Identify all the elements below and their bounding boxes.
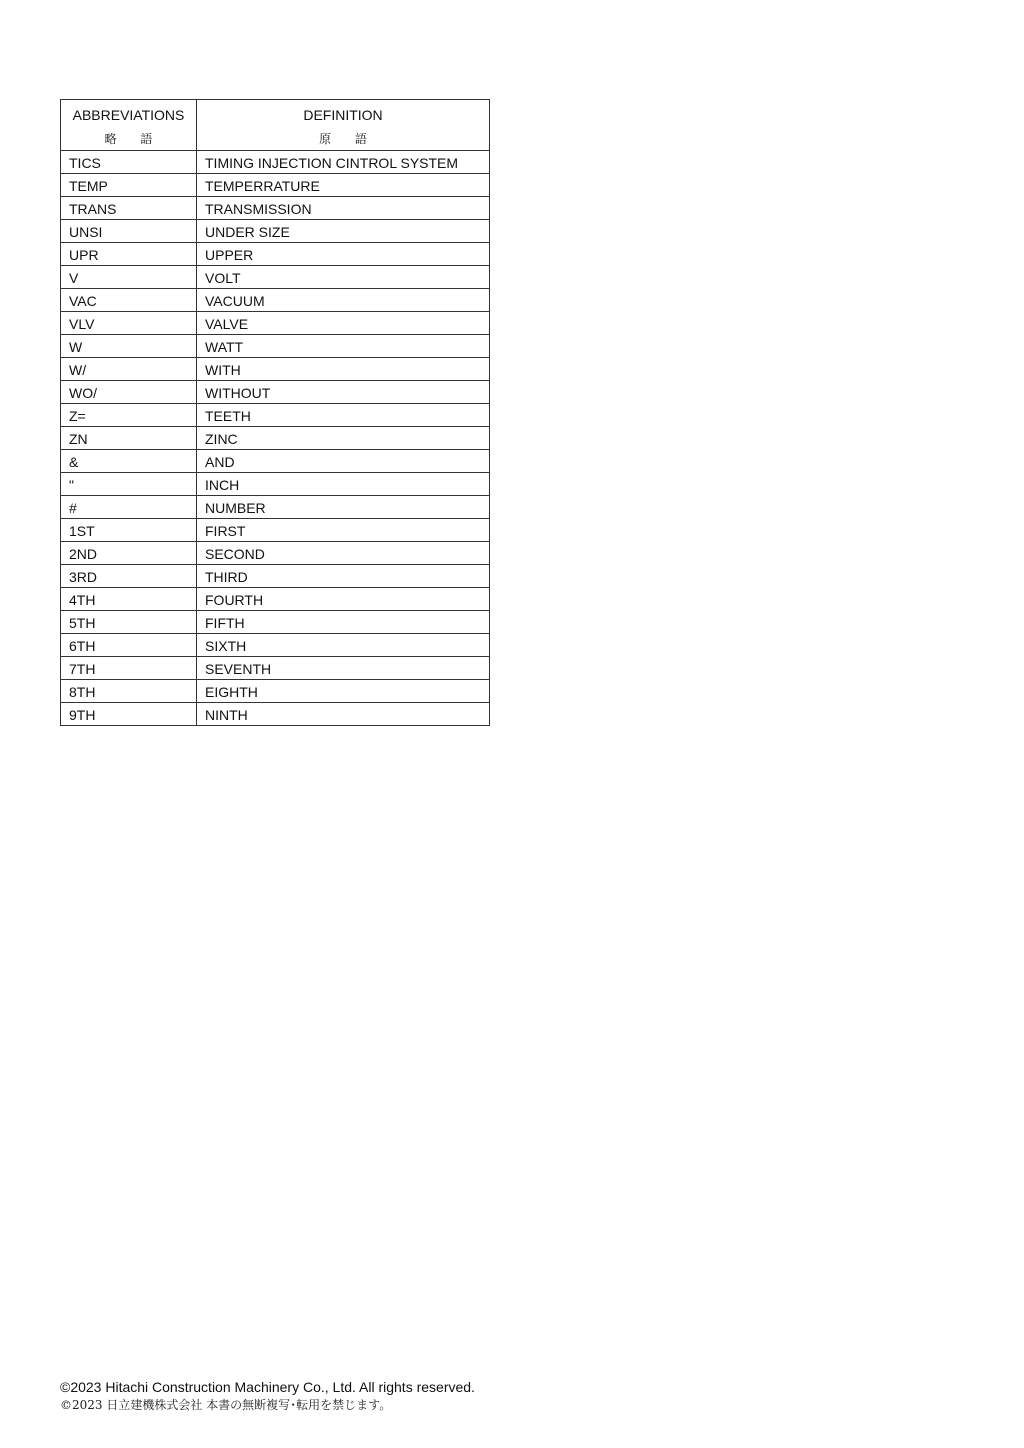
abbreviation-cell: 5TH: [61, 611, 197, 634]
definition-cell: WATT: [197, 335, 490, 358]
table-row: [61, 611, 490, 634]
abbreviation-cell: #: [61, 496, 197, 519]
abbreviation-cell: 8TH: [61, 680, 197, 703]
definition-cell: FIRST: [197, 519, 490, 542]
table-row: [61, 703, 490, 726]
abbreviation-cell: W: [61, 335, 197, 358]
abbreviations-header-ja: 略 語: [104, 131, 163, 146]
table-row: [61, 496, 490, 519]
abbreviation-cell: W/: [61, 358, 197, 381]
table-row: [61, 657, 490, 680]
abbreviations-header-en: ABBREVIATIONS: [72, 106, 185, 123]
abbreviation-cell: VLV: [61, 312, 197, 335]
definition-cell: INCH: [197, 473, 490, 496]
abbreviation-cell: WO/: [61, 381, 197, 404]
header-row: [61, 100, 490, 151]
definition-cell: UPPER: [197, 243, 490, 266]
definition-header: [197, 100, 490, 151]
abbreviation-cell: 3RD: [61, 565, 197, 588]
abbreviation-cell: Z=: [61, 404, 197, 427]
table-row: [61, 243, 490, 266]
table-row: [61, 473, 490, 496]
table-row: [61, 680, 490, 703]
abbreviation-cell: 7TH: [61, 657, 197, 680]
definition-cell: WITH: [197, 358, 490, 381]
definition-cell: FOURTH: [197, 588, 490, 611]
table-row: [61, 427, 490, 450]
abbreviation-cell: 2ND: [61, 542, 197, 565]
definition-cell: AND: [197, 450, 490, 473]
definition-cell: EIGHTH: [197, 680, 490, 703]
table-row: [61, 542, 490, 565]
table-row: [61, 565, 490, 588]
table-row: [61, 220, 490, 243]
definition-cell: VALVE: [197, 312, 490, 335]
definition-cell: TEMPERRATURE: [197, 174, 490, 197]
table-row: [61, 381, 490, 404]
copyright-en: ©2023 Hitachi Construction Machinery Co., Ltd. All rights reserved.: [60, 1379, 475, 1395]
abbreviation-cell: 9TH: [61, 703, 197, 726]
definition-cell: VOLT: [197, 266, 490, 289]
abbreviations-table: [60, 99, 490, 726]
table-row: [61, 358, 490, 381]
definition-cell: NUMBER: [197, 496, 490, 519]
abbreviation-cell: &: [61, 450, 197, 473]
table-body: [61, 151, 490, 726]
table-row: [61, 266, 490, 289]
definition-cell: UNDER SIZE: [197, 220, 490, 243]
definition-cell: WITHOUT: [197, 381, 490, 404]
definition-cell: TIMING INJECTION CINTROL SYSTEM: [197, 151, 490, 174]
table-row: [61, 634, 490, 657]
definition-cell: SEVENTH: [197, 657, 490, 680]
table-row: [61, 151, 490, 174]
table-row: [61, 404, 490, 427]
table-row: [61, 519, 490, 542]
abbreviation-cell: TRANS: [61, 197, 197, 220]
abbreviation-cell: ZN: [61, 427, 197, 450]
table-row: [61, 174, 490, 197]
abbreviations-header: [61, 100, 197, 151]
abbreviation-cell: 1ST: [61, 519, 197, 542]
table-row: [61, 312, 490, 335]
abbreviation-cell: ": [61, 473, 197, 496]
abbreviation-cell: TEMP: [61, 174, 197, 197]
definition-header-en: DEFINITION: [303, 106, 383, 123]
abbreviation-cell: 6TH: [61, 634, 197, 657]
table-row: [61, 197, 490, 220]
definition-cell: THIRD: [197, 565, 490, 588]
table-row: [61, 588, 490, 611]
table-header: [61, 100, 490, 151]
abbreviation-cell: V: [61, 266, 197, 289]
abbreviation-cell: VAC: [61, 289, 197, 312]
table-row: [61, 335, 490, 358]
definition-cell: TEETH: [197, 404, 490, 427]
definition-cell: NINTH: [197, 703, 490, 726]
definition-cell: VACUUM: [197, 289, 490, 312]
copyright-ja: ©2023 日立建機株式会社 本書の無断複写･転用を禁じます。: [60, 1398, 392, 1412]
table-row: [61, 450, 490, 473]
definition-header-ja: 原 語: [319, 131, 377, 146]
abbreviation-cell: UPR: [61, 243, 197, 266]
abbreviation-cell: TICS: [61, 151, 197, 174]
definition-cell: TRANSMISSION: [197, 197, 490, 220]
footer: [60, 1378, 960, 1414]
abbreviation-cell: UNSI: [61, 220, 197, 243]
abbreviation-cell: 4TH: [61, 588, 197, 611]
definition-cell: ZINC: [197, 427, 490, 450]
table-row: [61, 289, 490, 312]
definition-cell: FIFTH: [197, 611, 490, 634]
definition-cell: SIXTH: [197, 634, 490, 657]
definition-cell: SECOND: [197, 542, 490, 565]
